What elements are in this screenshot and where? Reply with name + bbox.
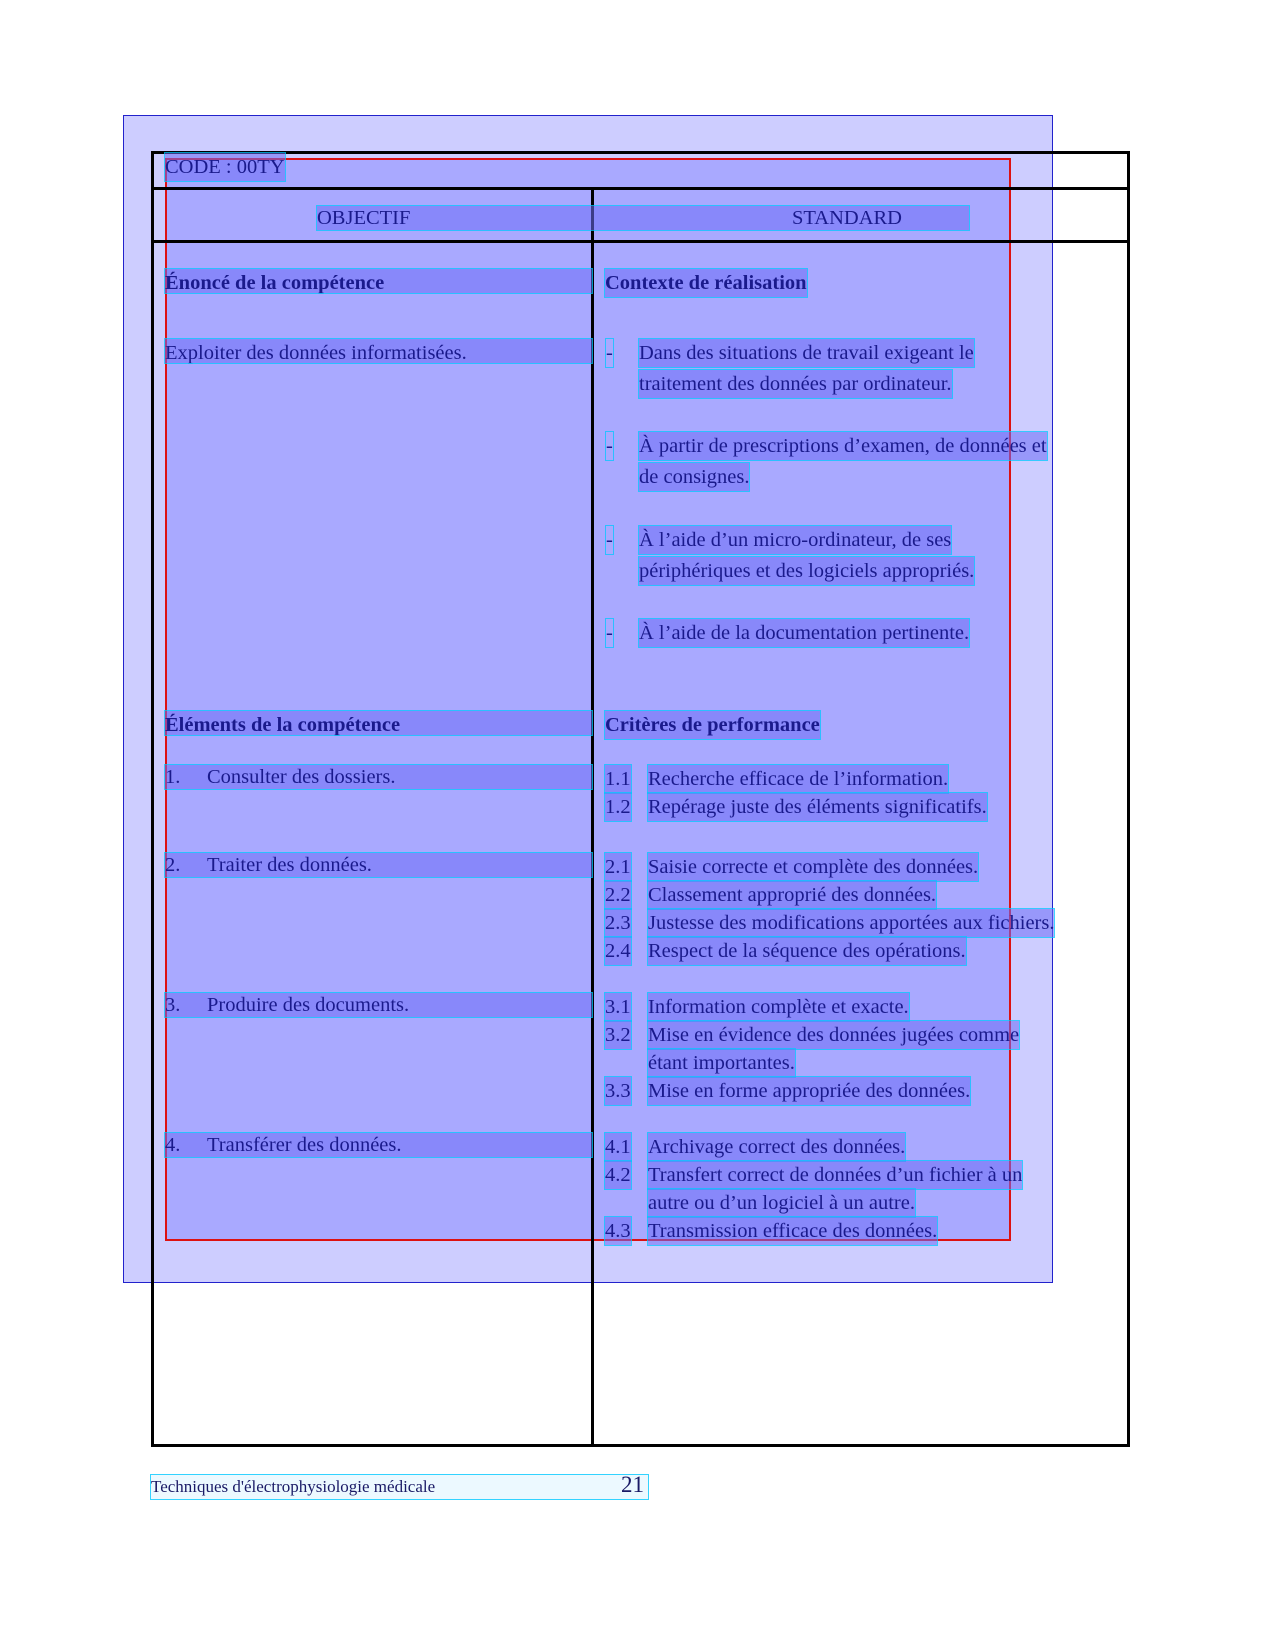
header-row xyxy=(317,206,969,230)
document-code: CODE : 00TY xyxy=(165,153,285,181)
element-number: 4. xyxy=(165,1134,181,1156)
page-number: 21 xyxy=(621,1472,644,1497)
contexte-dash: - xyxy=(606,526,613,554)
criteres-title: Critères de performance xyxy=(605,711,820,739)
contexte-line: traitement des données par ordinateur. xyxy=(639,370,952,398)
critere-number: 4.3 xyxy=(605,1217,631,1245)
critere-number: 2.2 xyxy=(605,881,631,909)
contexte-dash: - xyxy=(606,432,613,460)
critere-text: Saisie correcte et complète des données. xyxy=(648,853,978,881)
critere-text: autre ou d’un logiciel à un autre. xyxy=(648,1189,915,1217)
element-text: Traiter des données. xyxy=(207,854,372,876)
element-number: 2. xyxy=(165,854,181,876)
critere-number: 3.1 xyxy=(605,993,631,1021)
element-item xyxy=(165,993,592,1017)
elements-title: Éléments de la compétence xyxy=(165,711,592,735)
critere-text: Mise en forme appropriée des données. xyxy=(648,1077,970,1105)
contexte-line: Dans des situations de travail exigeant le xyxy=(639,339,974,367)
contexte-line: À partir de prescriptions d’examen, de données et xyxy=(639,432,1047,460)
critere-text: Respect de la séquence des opérations. xyxy=(648,937,966,965)
element-item xyxy=(165,1133,592,1157)
element-item xyxy=(165,853,592,877)
critere-text: Repérage juste des éléments significatifs. xyxy=(648,793,987,821)
contexte-line: À l’aide d’un micro-ordinateur, de ses xyxy=(639,526,951,554)
enonce-text: Exploiter des données informatisées. xyxy=(165,339,592,363)
footer-title: Techniques d'électrophysiologie médicale xyxy=(151,1477,436,1496)
contexte-dash: - xyxy=(606,619,613,647)
critere-number: 3.2 xyxy=(605,1021,631,1049)
header-standard: STANDARD xyxy=(792,207,902,229)
critere-number: 1.2 xyxy=(605,793,631,821)
critere-text: Transfert correct de données d’un fichier à un xyxy=(648,1161,1022,1189)
critere-number: 1.1 xyxy=(605,765,631,793)
element-text: Consulter des dossiers. xyxy=(207,766,396,788)
critere-number: 4.1 xyxy=(605,1133,631,1161)
element-number: 1. xyxy=(165,766,181,788)
contexte-dash: - xyxy=(606,339,613,367)
critere-text: Archivage correct des données. xyxy=(648,1133,905,1161)
critere-text: Information complète et exacte. xyxy=(648,993,909,1021)
critere-text: Transmission efficace des données. xyxy=(648,1217,937,1245)
element-number: 3. xyxy=(165,994,181,1016)
critere-number: 4.2 xyxy=(605,1161,631,1189)
critere-number: 2.1 xyxy=(605,853,631,881)
critere-text: étant importantes. xyxy=(648,1049,795,1077)
critere-number: 2.4 xyxy=(605,937,631,965)
element-text: Produire des documents. xyxy=(207,994,410,1016)
critere-text: Classement approprié des données. xyxy=(648,881,936,909)
contexte-line: de consignes. xyxy=(639,463,749,491)
page-footer xyxy=(151,1472,648,1499)
header-objectif: OBJECTIF xyxy=(317,207,411,229)
enonce-title: Énoncé de la compétence xyxy=(165,269,592,293)
critere-number: 2.3 xyxy=(605,909,631,937)
contexte-line: À l’aide de la documentation pertinente. xyxy=(639,619,969,647)
critere-text: Recherche efficace de l’information. xyxy=(648,765,948,793)
critere-number: 3.3 xyxy=(605,1077,631,1105)
contexte-title: Contexte de réalisation xyxy=(605,269,807,297)
element-item xyxy=(165,765,592,789)
contexte-line: périphériques et des logiciels appropriés. xyxy=(639,557,974,585)
critere-text: Mise en évidence des données jugées comme xyxy=(648,1021,1019,1049)
element-text: Transférer des données. xyxy=(207,1134,402,1156)
critere-text: Justesse des modifications apportées aux fichiers. xyxy=(648,909,1054,937)
